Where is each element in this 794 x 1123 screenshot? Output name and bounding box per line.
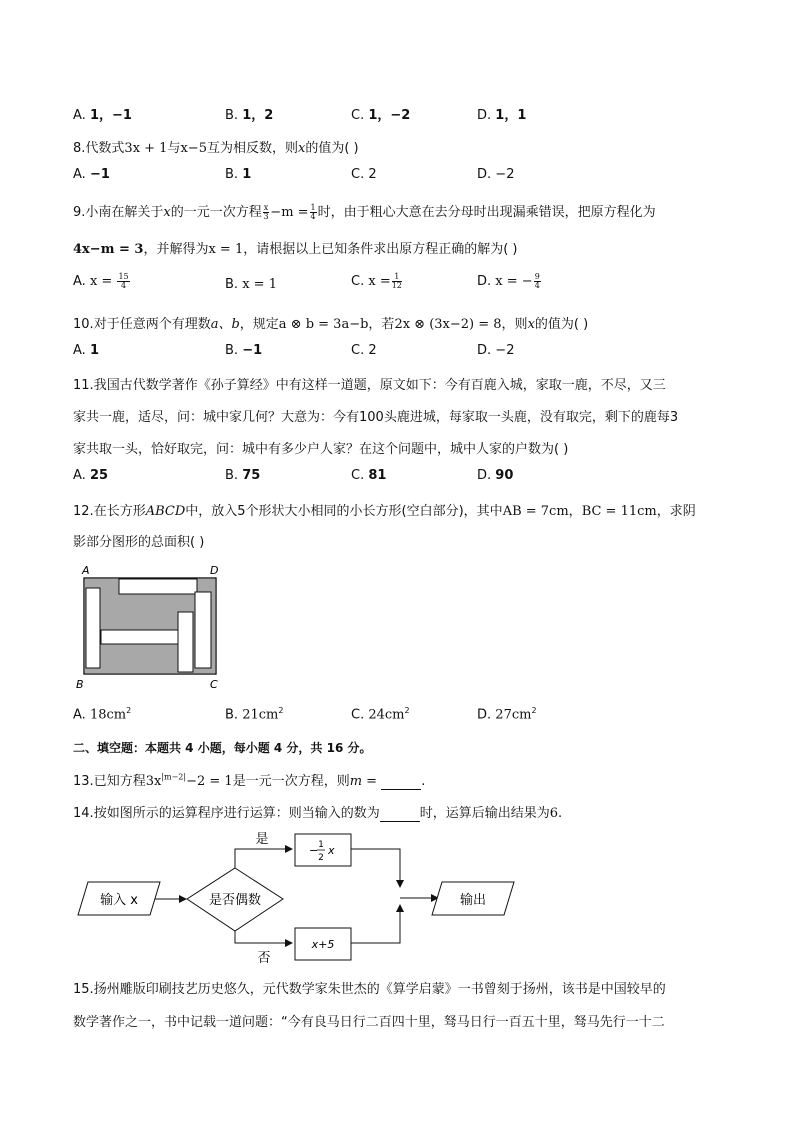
q14-stem: 14.按如图所示的运算程序进行运算：则当输入的数为 时，运算后输出结果为6. <box>73 806 563 821</box>
q9-option-b[interactable]: B. x = 1 <box>225 277 277 292</box>
q8-option-b[interactable]: B. 1 <box>225 167 252 182</box>
q10-option-d[interactable]: D. −2 <box>477 343 515 358</box>
q9-stem-line2: 4x−m = 3，并解得为x = 1，请根据以上已知条件求出原方程正确的解为( ) <box>73 242 518 257</box>
label-c: C <box>210 678 218 691</box>
q9-option-d[interactable]: D. x = − $\frac{9}{4}$ <box>477 272 540 290</box>
q14-flowchart <box>70 825 530 970</box>
q12-option-d[interactable]: D. $27cm^2$ <box>477 706 537 723</box>
q11-option-a[interactable]: A. 25 <box>73 468 109 483</box>
flow-output-label: 输出 <box>459 893 487 908</box>
flow-arrow-no-to-merge <box>351 905 400 943</box>
q11-stem-line3: 家共取一头，恰好取完，问：城中有多少户人家？在这个问题中，城中人家的户数为( ) <box>73 442 569 457</box>
label-d: D <box>210 564 219 577</box>
q9-option-c[interactable]: C. x = $\frac{1}{12}$ <box>351 272 402 290</box>
flow-yes-box-sign: − <box>309 844 319 857</box>
q8-stem: 8.代数式3x + 1与x−5互为相反数，则x的值为( ) <box>73 141 359 156</box>
q13-answer-blank[interactable] <box>381 774 421 790</box>
q9-option-a-fraction: $\frac{15}{4}$ <box>118 272 129 290</box>
q8-option-c[interactable]: C. 2 <box>351 167 377 182</box>
q13-stem: 13.已知方程$3x^{|m-2|}-2 = 1$是一元一次方程，则m = . <box>73 772 426 789</box>
flow-yes-box-num: 1 <box>318 840 324 850</box>
q8-option-a[interactable]: A. −1 <box>73 167 110 182</box>
q9-fraction-x-over-3: $\frac{x}{3}$ <box>263 203 269 221</box>
q7-option-b[interactable]: B. 1，2 <box>225 108 274 123</box>
q10-option-a[interactable]: A. 1 <box>73 343 99 358</box>
q12-option-b[interactable]: B. $21cm^2$ <box>225 706 284 723</box>
q14-answer-blank[interactable] <box>380 806 420 822</box>
blank-rect-top <box>119 579 197 594</box>
q9-option-a[interactable]: A. x = $\frac{15}{4}$ <box>73 272 129 290</box>
flow-yes-box-den: 2 <box>318 853 324 863</box>
q7-option-d[interactable]: D. 1，1 <box>477 108 527 123</box>
blank-rect-middle <box>101 630 179 644</box>
q12-rectangle-figure <box>74 562 234 692</box>
flow-yes-box-var: x <box>328 844 335 857</box>
blank-rect-left <box>86 588 100 668</box>
q12-stem-line1: 12.在长方形ABCD中，放入5个形状大小相同的小长方形(空白部分)，其中AB = 7cm，BC = 11cm，求阴 <box>73 504 696 519</box>
flow-no-label: 否 <box>257 951 271 966</box>
q12-option-a[interactable]: A. $18cm^2$ <box>73 706 132 723</box>
q9-stem-line1: 9.小南在解关于x的一元一次方程 $\frac{x}{3}$ −m = $\frac{1}{4}$ 时，由于粗心大意在去分母时出现漏乘错误，把原方程化为 <box>73 203 656 221</box>
q10-option-b[interactable]: B. −1 <box>225 343 263 358</box>
q9-fraction-1-over-4: $\frac{1}{4}$ <box>310 203 316 221</box>
flow-input-label: 输入 x <box>100 893 138 908</box>
flow-arrow-yes-to-merge <box>351 849 400 887</box>
q11-option-b[interactable]: B. 75 <box>225 468 261 483</box>
flow-decision-label: 是否偶数 <box>208 893 262 908</box>
q12-option-c[interactable]: C. $24cm^2$ <box>351 706 410 723</box>
blank-rect-right <box>195 592 211 668</box>
label-a: A <box>82 564 90 577</box>
flow-arrow-yes <box>235 849 292 868</box>
q7-option-c[interactable]: C. 1，−2 <box>351 108 411 123</box>
q11-stem-line1: 11.我国古代数学著作《孙子算经》中有这样一道题，原文如下：今有百鹿入城，家取一鹿，不尽，又三 <box>73 378 666 393</box>
flow-arrow-no <box>235 931 292 943</box>
q8-option-d[interactable]: D. −2 <box>477 167 515 182</box>
q10-option-c[interactable]: C. 2 <box>351 343 377 358</box>
q7-option-a[interactable]: A. 1，−1 <box>73 108 132 123</box>
q15-stem-line1: 15.扬州雕版印刷技艺历史悠久，元代数学家朱世杰的《算学启蒙》一书曾刻于扬州，该书是中国较早的 <box>73 982 666 997</box>
q11-option-d[interactable]: D. 90 <box>477 468 514 483</box>
q11-option-c[interactable]: C. 81 <box>351 468 387 483</box>
q9-option-d-fraction: $\frac{9}{4}$ <box>534 272 540 290</box>
flow-yes-label: 是 <box>255 832 269 847</box>
q11-stem-line2: 家共一鹿，适尽，问：城中家几何？大意为：今有100头鹿进城，每家取一头鹿，没有取完，剩下的鹿每3 <box>73 410 679 425</box>
q12-stem-line2: 影部分图形的总面积( ) <box>73 535 205 550</box>
blank-rect-right-inner <box>178 612 193 672</box>
q9-option-c-fraction: $\frac{1}{12}$ <box>391 272 402 290</box>
q10-stem: 10.对于任意两个有理数a、b，规定a ⊗ b = 3a−b，若2x ⊗ (3x−2) = 8，则x的值为( ) <box>73 317 589 332</box>
section-2-heading: 二、填空题：本题共 4 小题，每小题 4 分，共 16 分。 <box>73 741 372 755</box>
flow-no-box-label: x+5 <box>311 938 335 951</box>
label-b: B <box>76 678 84 691</box>
q15-stem-line2: 数学著作之一，书中记载一道问题：“今有良马日行二百四十里，驽马日行一百五十里，驽马先行一十二 <box>73 1015 665 1030</box>
